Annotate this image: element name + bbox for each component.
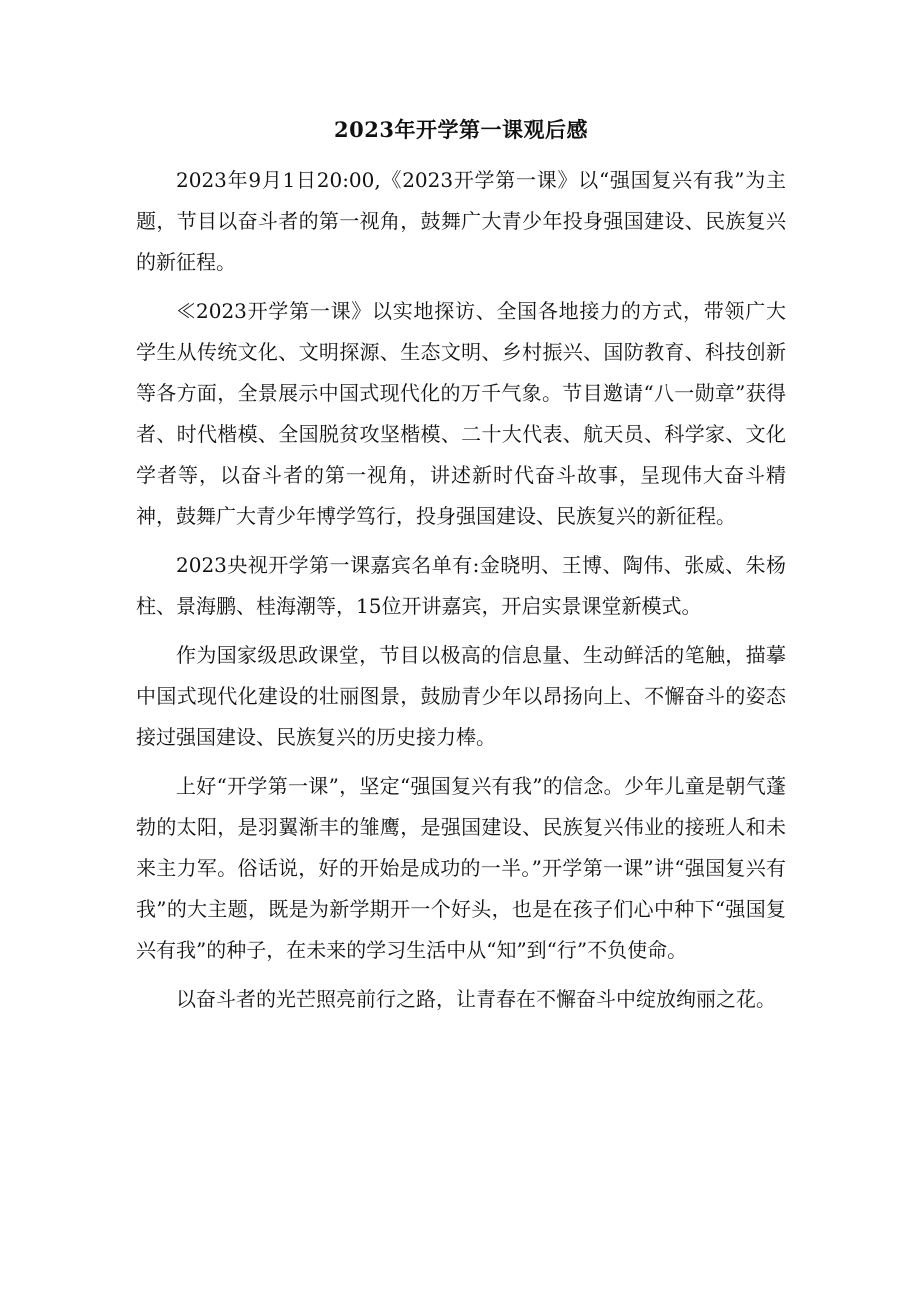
paragraph-3: 2023央视开学第一课嘉宾名单有:金晓明、王博、陶伟、张威、朱杨柱、景海鹏、桂海潮等，15位开讲嘉宾，开启实景课堂新模式。 [136,553,786,618]
document-page [136,112,786,1028]
document-title: 2023年开学第一课观后感 [334,117,588,142]
paragraph-2: ≪2023开学第一课》以实地探访、全国各地接力的方式，带领广大学生从传统文化、文明探源、生态文明、乡村振兴、国防教育、科技创新等各方面，全景展示中国式现代化的万千气象。节目邀请“八一勋章”获得者、时代楷模、全国脱贫攻坚楷模、二十大代表、航天员、科学家、文化学者等，以奋斗者的第一视角，讲述新时代奋斗故事，呈现伟大奋斗精神，鼓舞广大青少年博学笃行，投身强国建设、民族复兴的新征程。 [136,299,786,528]
paragraph-4: 作为国家级思政课堂，节目以极高的信息量、生动鲜活的笔触，描摹中国式现代化建设的壮丽图景，鼓励青少年以昂扬向上、不懈奋斗的姿态接过强国建设、民族复兴的历史接力棒。 [136,643,786,749]
paragraph-5: 上好“开学第一课”，坚定“强国复兴有我”的信念。少年儿童是朝气蓬勃的太阳，是羽翼渐丰的雏鹰，是强国建设、民族复兴伟业的接班人和未来主力军。俗话说，好的开始是成功的一半。”开学第一课”讲“强国复兴有我”的大主题，既是为新学期开一个好头，也是在孩子们心中种下“强国复兴有我”的种子，在未来的学习生活中从“知”到“行”不负使命。 [136,774,786,962]
paragraph-6: 以奋斗者的光芒照亮前行之路，让青春在不懈奋斗中绽放绚丽之花。 [176,987,776,1011]
paragraph-1: 2023年9月1日20:00,《2023开学第一课》以“强国复兴有我”为主题，节目以奋斗者的第一视角，鼓舞广大青少年投身强国建设、民族复兴的新征程。 [136,168,786,274]
